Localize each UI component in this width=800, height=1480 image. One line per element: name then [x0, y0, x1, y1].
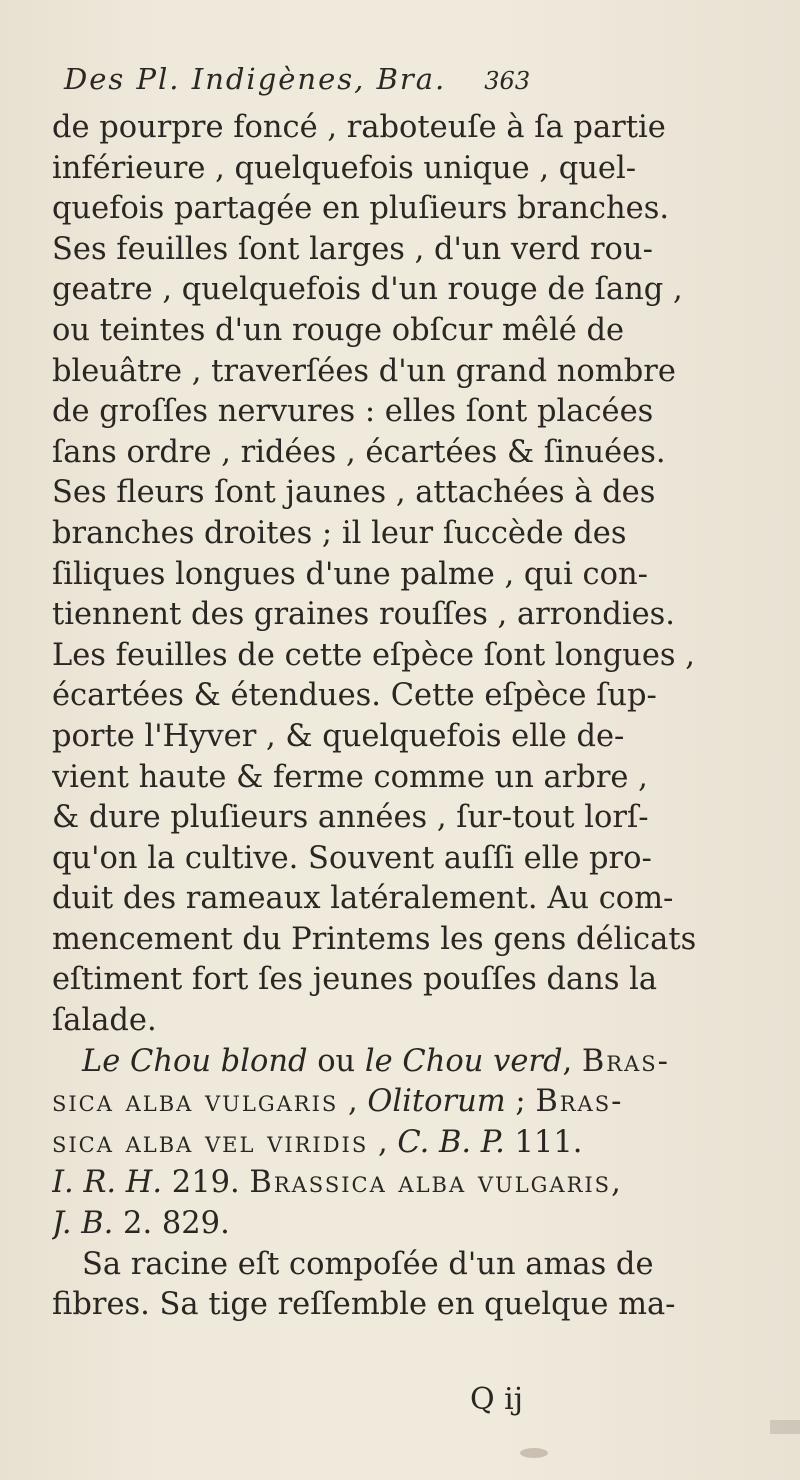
latin-name: Bras-	[535, 1084, 624, 1120]
text-line: inférieure , quelquefois unique , quel-	[52, 150, 637, 186]
text-line: eſtiment fort ſes jeunes pouſſes dans la	[52, 962, 658, 998]
text-line: Les feuilles de cette eſpèce ſont longues ,	[52, 637, 695, 673]
body-text	[52, 108, 760, 1042]
text-line: Ses feuilles ſont larges , d'un verd rou-	[52, 231, 653, 267]
text-line: quefois partagée en pluſieurs branches.	[52, 191, 670, 227]
reference-abbrev: I. R. H.	[52, 1165, 163, 1201]
entry-line: sica alba vel viridis , C. B. P. 111.	[52, 1124, 583, 1160]
reference-number: 219.	[162, 1165, 250, 1201]
text-line: Sa racine eſt compoſée d'un amas de	[82, 1246, 654, 1282]
text-line: de pourpre foncé , raboteuſe à ſa partie	[52, 110, 666, 145]
final-paragraph	[52, 1245, 760, 1326]
running-head	[64, 62, 760, 102]
text-line: ſiliques longues d'une palme , qui con-	[52, 556, 648, 592]
reference-number: 111.	[504, 1124, 583, 1160]
latin-name: Bras-	[581, 1043, 670, 1079]
reference-abbrev: C. B. P.	[397, 1124, 505, 1160]
entry-line: I. R. H. 219. Brassica alba vulgaris,	[52, 1165, 621, 1201]
reference-number: 2. 829.	[113, 1206, 230, 1242]
entry-line: Le Chou blond ou le Chou verd, Bras-	[82, 1043, 670, 1079]
olitorum-label: Olitorum	[367, 1084, 506, 1120]
page-stain	[770, 1420, 800, 1434]
latin-name: sica alba vel viridis	[52, 1124, 369, 1160]
running-head-title: Des Pl. Indigènes, Bra.	[64, 62, 447, 96]
text-line: porte l'Hyver , & quelquefois elle de-	[52, 718, 625, 754]
text-line: & dure pluſieurs années , ſur-tout lorſ-	[52, 800, 649, 836]
common-name-verd: le Chou verd	[364, 1043, 563, 1079]
entry-line: sica alba vulgaris , Olitorum ; Bras-	[52, 1084, 624, 1120]
text-line: branches droites ; il leur ſuccède des	[52, 515, 627, 551]
text-line: fibres. Sa tige reſſemble en quelque ma-	[52, 1287, 676, 1323]
text-line: tiennent des graines rouſſes , arrondies.	[52, 597, 675, 633]
latin-name: Brassica alba vulgaris	[249, 1165, 612, 1201]
entry-line	[52, 1204, 760, 1245]
text-line: mencement du Printems les gens délicats	[52, 921, 697, 957]
text-line: Ses fleurs ſont jaunes , attachées à des	[52, 475, 656, 511]
text-line: qu'on la cultive. Souvent auſſi elle pro-	[52, 840, 652, 876]
text-line: bleuâtre , traverſées d'un grand nombre	[52, 353, 676, 389]
page-number: 363	[484, 67, 531, 95]
ink-stain	[520, 1448, 548, 1458]
text-line: ſalade.	[52, 1003, 157, 1039]
reference-abbrev: J. B.	[52, 1206, 114, 1242]
latin-name: sica alba vulgaris	[52, 1084, 339, 1120]
signature-mark: Q ij	[470, 1382, 524, 1417]
text-line: écartées & étendues. Cette eſpèce ſup-	[52, 678, 657, 714]
text-line: vient haute & ferme comme un arbre ,	[52, 759, 648, 795]
text-line: de groſſes nervures : elles ſont placées	[52, 394, 654, 430]
text-line: ſans ordre , ridées , écartées & ſinuées.	[52, 434, 666, 470]
text-line: duit des rameaux latéralement. Au com-	[52, 881, 674, 917]
entry-heading	[52, 1042, 760, 1245]
text-line: ou teintes d'un rouge obſcur mêlé de	[52, 312, 625, 348]
text-line: geatre , quelquefois d'un rouge de ſang ,	[52, 272, 683, 308]
common-name-blond: Le Chou blond	[82, 1043, 308, 1079]
